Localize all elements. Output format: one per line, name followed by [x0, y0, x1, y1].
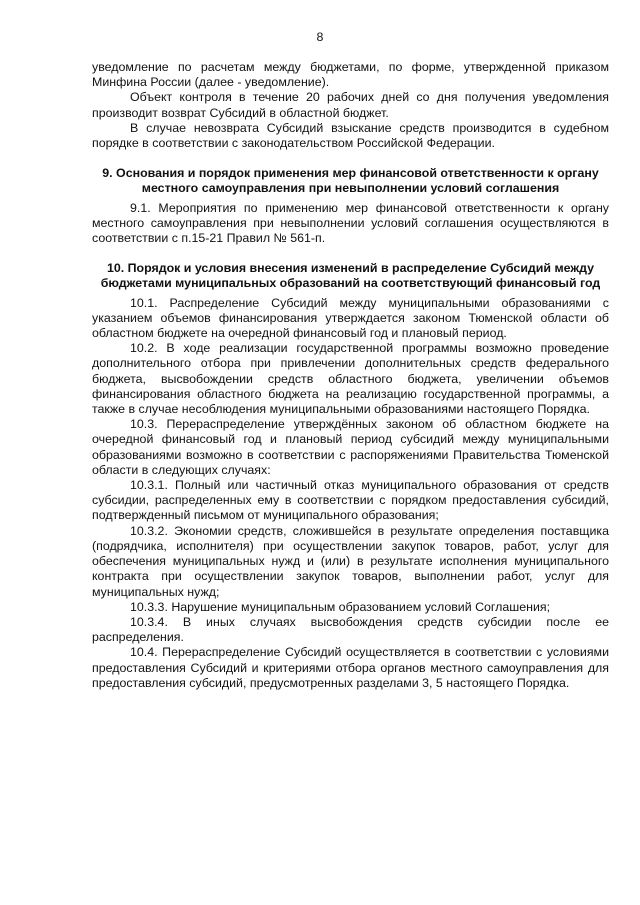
paragraph: 10.3. Перераспределение утверждённых законом об областном бюджете на очередной финансовый год и плановый период субсидий между муниципальными образованиями возможно в соответствии с распоряжениями Правительства Тюменской области в следующих случаях:: [92, 417, 609, 477]
paragraph: В случае невозврата Субсидий взыскание средств производится в судебном порядке в соответствии с законодательством Российской Федерации.: [92, 120, 609, 151]
paragraph: 10.3.2. Экономии средств, сложившейся в результате определения поставщика (подрядчика, исполнителя) при осуществлении закупок товаров, работ, услуг для обеспечения муниципальных нужд и (или) в результате исполнения муниципального контракта при осуществлении закупок товаров, выполнении работ, услуг для муниципальных нужд;: [92, 523, 609, 599]
paragraph: 10.3.3. Нарушение муниципальным образованием условий Соглашения;: [130, 599, 551, 614]
paragraph: 10.3.4. В иных случаях высвобождения средств субсидии после ее распределения.: [92, 614, 609, 645]
paragraph: 9.1. Мероприятия по применению мер финансовой ответственности к органу местного самоуправления при невыполнении условий соглашения осуществляются в соответствии с п.15-21 Правил № 561-п.: [92, 200, 609, 246]
paragraph: 10.3.1. Полный или частичный отказ муниципального образования от средств субсидии, распределенных ему в соответствии с порядком предоставления субсидий, подтвержденный письмом от муниципального образования;: [92, 478, 609, 523]
page-content: [92, 60, 609, 691]
paragraph: уведомление по расчетам между бюджетами, по форме, утвержденной приказом Минфина России (далее - уведомление).: [92, 60, 609, 90]
paragraph: Объект контроля в течение 20 рабочих дней со дня получения уведомления производит возврат Субсидий в областной бюджет.: [92, 90, 609, 120]
paragraph: 10.1. Распределение Субсидий между муниципальными образованиями с указанием объемов финансирования утверждается законом Тюменской области об областном бюджете на очередной финансовый год и плановый период.: [92, 295, 609, 341]
paragraph: 10.2. В ходе реализации государственной программы возможно проведение дополнительного отбора при привлечении дополнительных средств федерального бюджета, высвобождении средств областного бюджета, увеличении объемов финансирования областного бюджета на реализацию государственной программы, а также в случае несоблюдения муниципальными образованиями настоящего Порядка.: [92, 341, 609, 417]
paragraph: 10.4. Перераспределение Субсидий осуществляется в соответствии с условиями предоставления Субсидий и критериями отбора органов местного самоуправления для предоставления субсидий, предусмотренных разделами 3, 5 настоящего Порядка.: [92, 645, 609, 690]
page-number: 8: [316, 30, 324, 44]
section-10-heading: 10. Порядок и условия внесения изменений в распределение Субсидий между бюджетами муниципальных образований на соответствующий финансовый год: [100, 261, 601, 291]
section-9-heading: 9. Основания и порядок применения мер финансовой ответственности к органу местного самоуправления при невыполнении условий соглашения: [102, 166, 599, 196]
